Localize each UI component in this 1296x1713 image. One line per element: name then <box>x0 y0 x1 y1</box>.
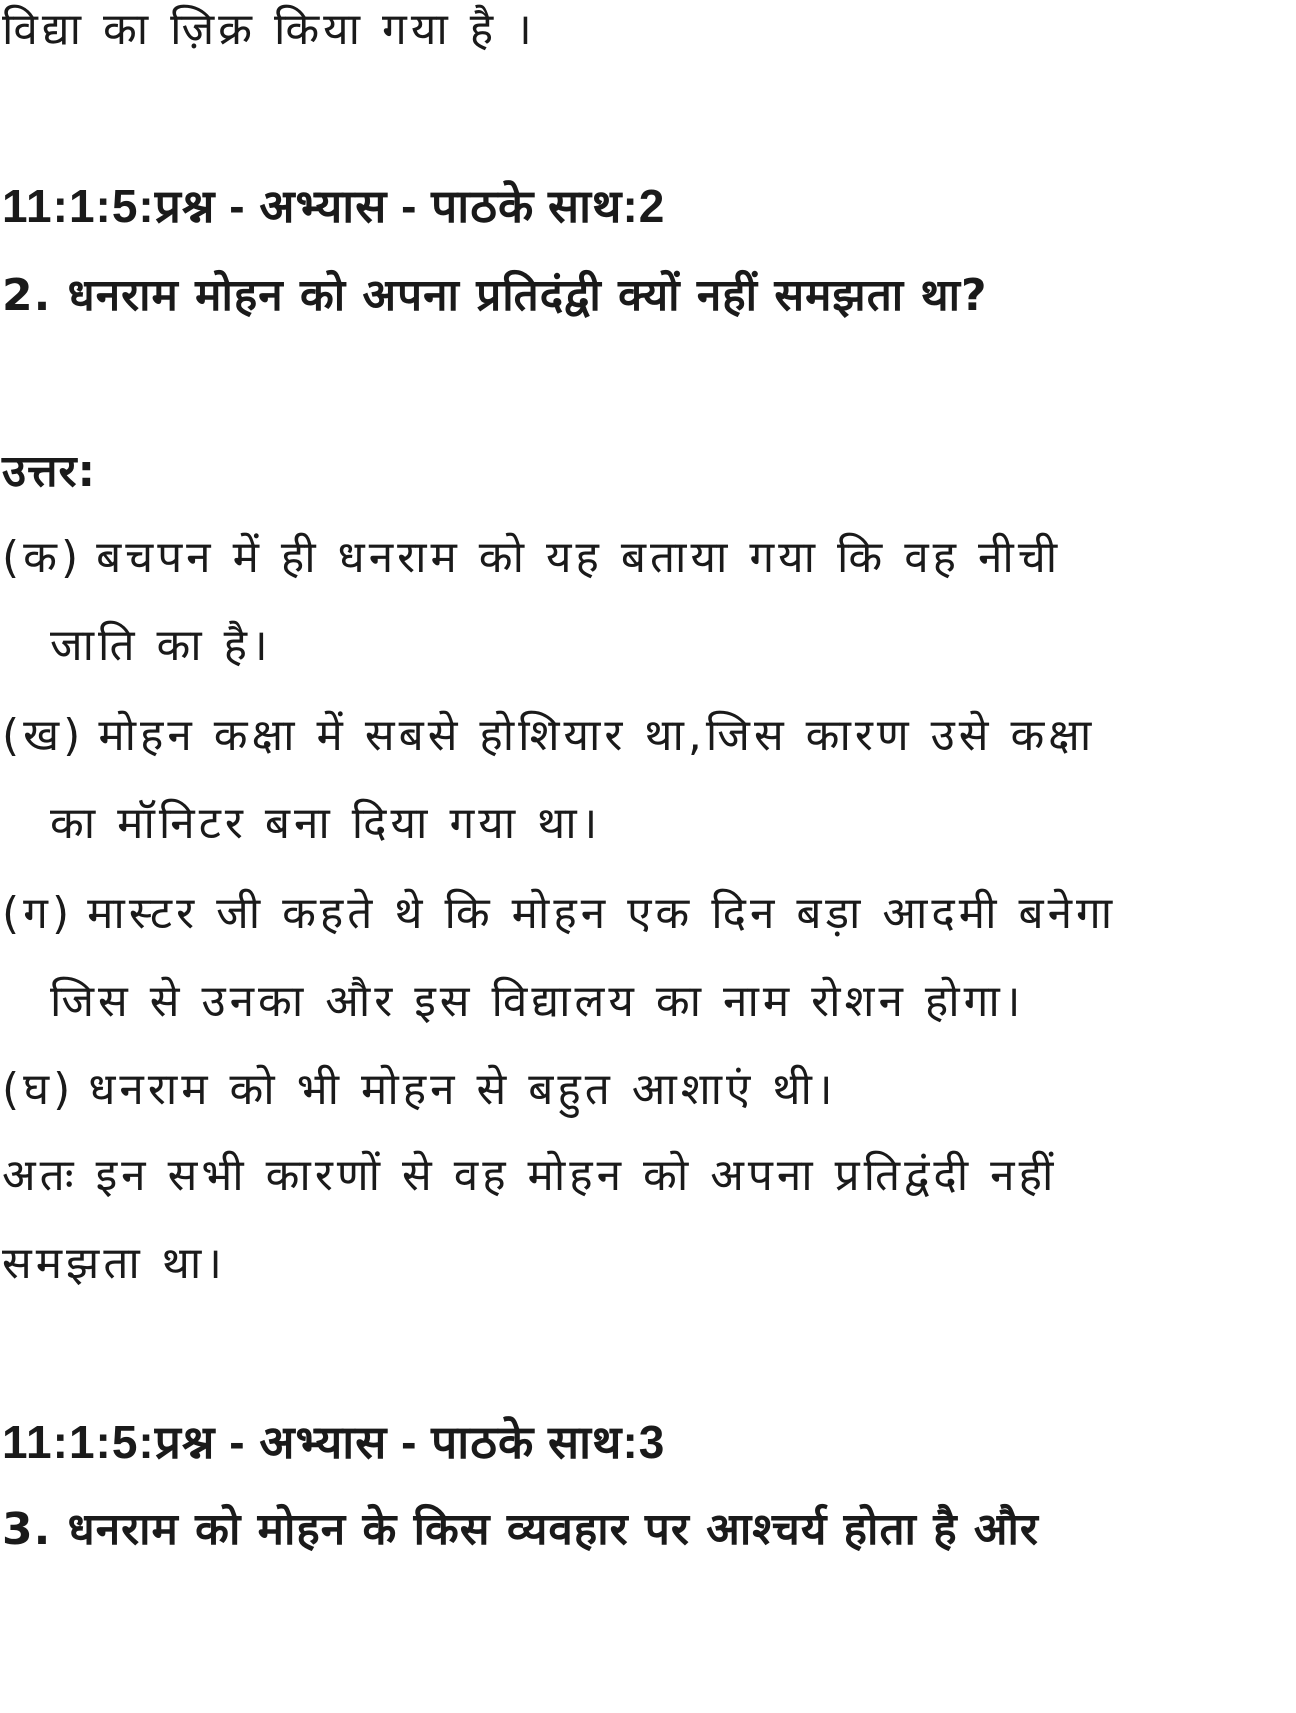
question-2-text: 2. धनराम मोहन को अपना प्रतिदंद्वी क्यों नहीं समझता था? <box>2 270 988 321</box>
answer-item-marker: (ग) <box>2 888 74 939</box>
answer-label: उत्तर: <box>2 446 97 497</box>
answer-item-ka-continuation: जाति का है। <box>50 620 272 671</box>
answer-item-text: मोहन कक्षा में सबसे होशियार था,जिस कारण उसे कक्षा <box>98 710 1096 761</box>
intro-line: विद्या का ज़िक्र किया गया है । <box>2 4 536 55</box>
answer-item-text: बचपन में ही धनराम को यह बताया गया कि वह नीची <box>96 532 1062 583</box>
question-2-heading: 11:1:5:प्रश्न - अभ्यास - पाठके साथ:2 <box>2 180 666 232</box>
answer-item-ka <box>2 528 1061 588</box>
answer-conclusion-continuation: समझता था। <box>2 1238 226 1289</box>
answer-item-gha <box>2 1060 837 1120</box>
question-3-heading: 11:1:5:प्रश्न - अभ्यास - पाठके साथ:3 <box>2 1416 666 1468</box>
answer-conclusion: अतः इन सभी कारणों से वह मोहन को अपना प्रतिद्वंदी नहीं <box>2 1150 1058 1201</box>
answer-item-ga-continuation: जिस से उनका और इस विद्यालय का नाम रोशन होगा। <box>50 976 1025 1027</box>
answer-item-kha <box>2 706 1095 766</box>
answer-item-text: मास्टर जी कहते थे कि मोहन एक दिन बड़ा आदमी बनेगा <box>87 888 1117 939</box>
answer-item-text: धनराम को भी मोहन से बहुत आशाएं थी। <box>88 1064 837 1115</box>
answer-item-marker: (ख) <box>2 710 85 761</box>
answer-item-marker: (घ) <box>2 1064 75 1115</box>
answer-item-ga <box>2 884 1116 944</box>
answer-item-kha-continuation: का मॉनिटर बना दिया गया था। <box>50 798 602 849</box>
question-3-text: 3. धनराम को मोहन के किस व्यवहार पर आश्चर्य होता है और <box>2 1504 1039 1555</box>
answer-item-marker: (क) <box>2 532 83 583</box>
